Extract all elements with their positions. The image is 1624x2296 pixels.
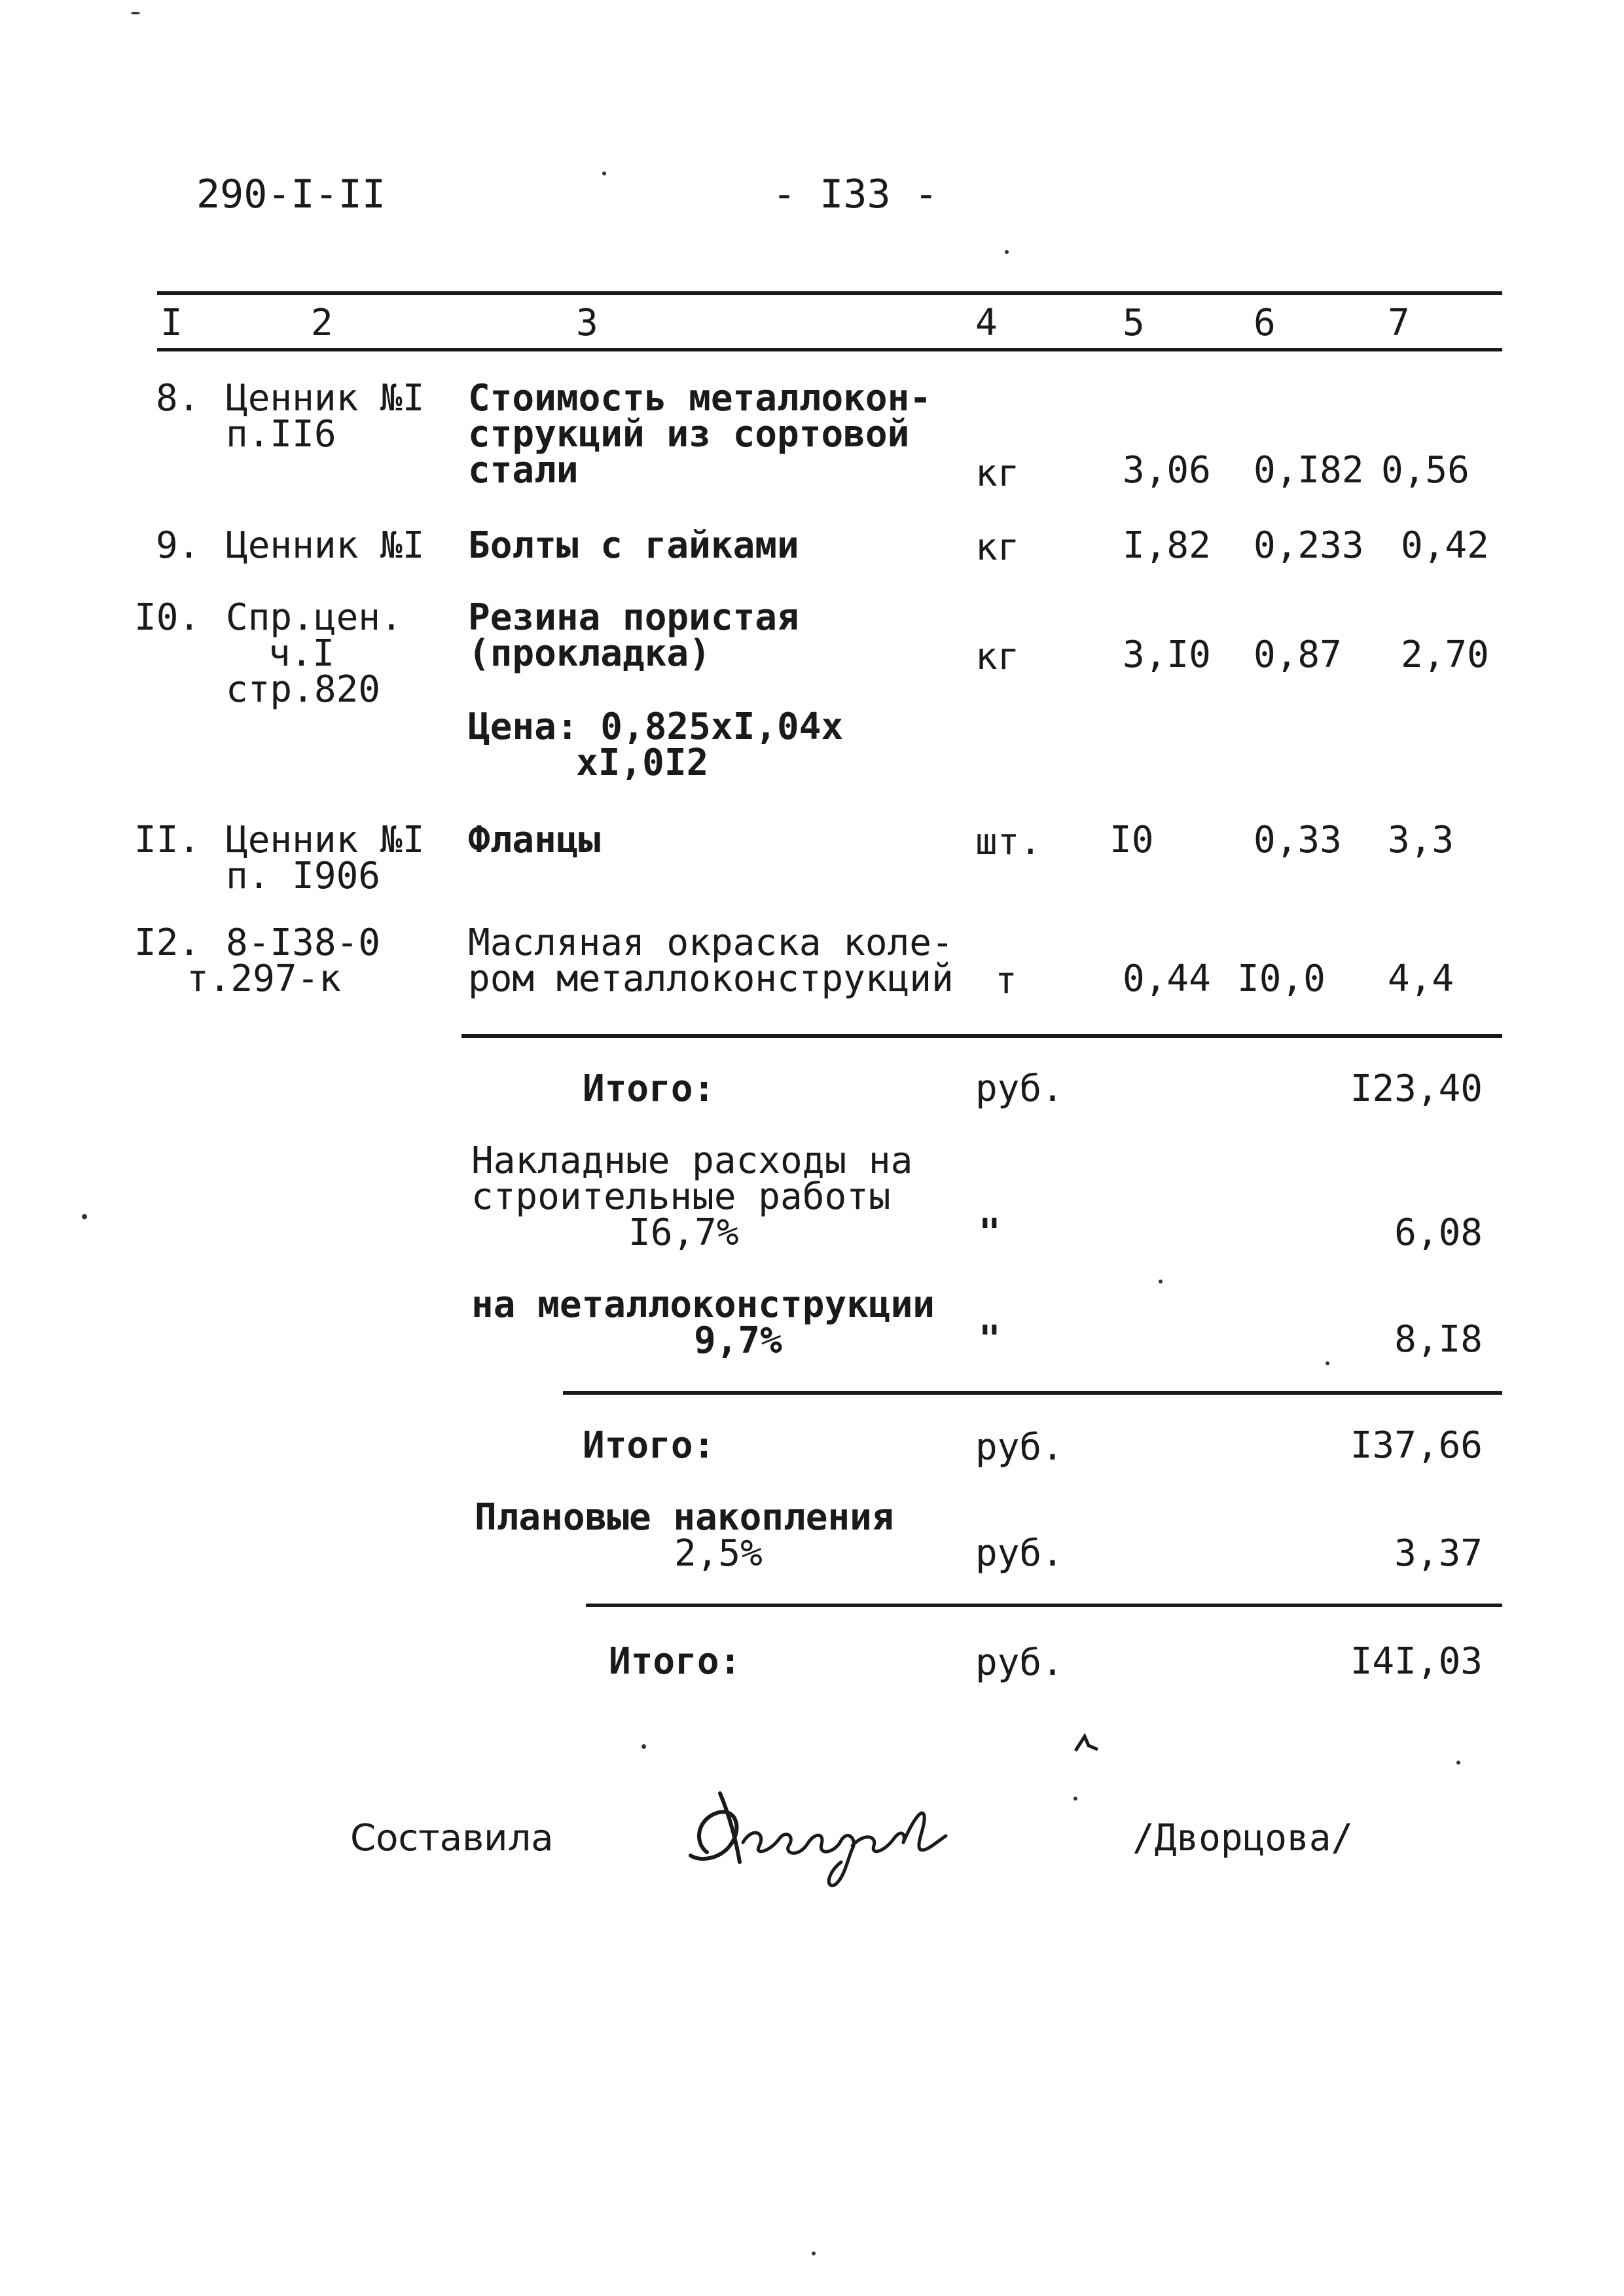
row-total: 2,70 <box>1401 634 1489 676</box>
row-unit: т <box>995 960 1017 1002</box>
subtotal-unit: руб. <box>975 1067 1064 1110</box>
row-source: стр.820 <box>226 668 381 711</box>
row-quantity: 3,I0 <box>1123 634 1211 676</box>
handwritten-signature <box>681 1780 962 1898</box>
overhead-percent: I6,7% <box>628 1211 739 1254</box>
row-unit: кг <box>975 636 1020 678</box>
row-description: стали <box>468 449 579 492</box>
row-description: ром металлоконструкций <box>468 958 954 1000</box>
page-number: - I33 - <box>772 171 938 217</box>
overhead-value: 6,08 <box>1394 1211 1483 1254</box>
column-number: 4 <box>975 302 998 344</box>
planned-savings-unit: руб. <box>975 1532 1064 1575</box>
total-rule <box>586 1604 1502 1607</box>
row-number: II. <box>134 819 201 861</box>
column-number: 3 <box>576 302 598 344</box>
table-top-rule <box>157 291 1502 295</box>
scan-mark <box>1070 1731 1103 1761</box>
overhead-metal-label: на металлоконструкции <box>471 1283 935 1326</box>
overhead-metal-value: 8,I8 <box>1394 1318 1483 1361</box>
row-total: 0,56 <box>1381 449 1470 492</box>
row-price: I0,0 <box>1237 958 1326 1000</box>
row-price: 0,I82 <box>1254 449 1364 492</box>
total-label: Итого: <box>609 1640 742 1683</box>
row-description: Болты с гайками <box>468 524 799 567</box>
total-value: I4I,03 <box>1350 1640 1483 1683</box>
row-number: 8. <box>156 377 200 420</box>
subtotal-value: I37,66 <box>1350 1424 1483 1467</box>
row-source: Спр.цен. <box>226 596 403 639</box>
planned-savings-percent: 2,5% <box>674 1532 763 1575</box>
overhead-metal-unit: " <box>979 1318 1001 1361</box>
row-quantity: 0,44 <box>1123 958 1211 1000</box>
column-number: 5 <box>1123 302 1145 344</box>
scan-speck <box>1005 250 1009 254</box>
scan-speck <box>1159 1280 1163 1283</box>
scan-speck <box>812 2251 816 2255</box>
row-price: 0,233 <box>1254 524 1364 567</box>
row-unit: шт. <box>975 821 1042 863</box>
row-quantity: 3,06 <box>1123 449 1211 492</box>
row-description: струкций из сортовой <box>468 413 910 456</box>
subtotal2-rule <box>563 1391 1502 1395</box>
row-unit: кг <box>975 452 1020 495</box>
scan-speck <box>641 1744 646 1749</box>
row-number: I2. <box>134 922 201 964</box>
column-number: 6 <box>1254 302 1276 344</box>
row-quantity: I,82 <box>1123 524 1211 567</box>
row-price: 0,33 <box>1254 819 1342 861</box>
row-number: I0. <box>134 596 201 639</box>
subtotal-rule <box>461 1034 1502 1038</box>
overhead-metal-percent: 9,7% <box>694 1319 782 1362</box>
row-description: Фланцы <box>468 819 601 861</box>
column-number: I <box>160 302 183 344</box>
row-source: т.297-к <box>187 958 342 1000</box>
row-source: Ценник №I <box>226 524 425 567</box>
row-unit: кг <box>975 526 1020 569</box>
price-calculation-note: Цена: 0,825xI,04x <box>468 706 844 748</box>
scan-speck <box>1456 1761 1460 1765</box>
planned-savings-value: 3,37 <box>1394 1532 1483 1575</box>
row-description: Масляная окраска коле- <box>468 922 954 964</box>
row-source: ч.I <box>268 632 335 675</box>
row-number: 9. <box>156 524 200 567</box>
scan-speck <box>1326 1361 1329 1365</box>
column-number: 2 <box>311 302 333 344</box>
subtotal-unit: руб. <box>975 1426 1064 1469</box>
planned-savings-label: Плановые накопления <box>475 1496 894 1539</box>
scan-speck <box>1074 1797 1077 1801</box>
document-code: 290-I-II <box>196 171 386 217</box>
overhead-unit: " <box>979 1211 1001 1254</box>
row-description: Резина пористая <box>468 596 799 639</box>
column-number: 7 <box>1388 302 1410 344</box>
scan-speck <box>602 171 606 175</box>
row-description: (прокладка) <box>468 632 711 675</box>
subtotal-label: Итого: <box>583 1067 715 1110</box>
total-unit: руб. <box>975 1641 1064 1684</box>
overhead-label: Накладные расходы на <box>471 1139 913 1182</box>
signer-name: /Дворцова/ <box>1132 1817 1354 1859</box>
row-price: 0,87 <box>1254 634 1342 676</box>
row-total: 0,42 <box>1401 524 1489 567</box>
row-source: п. I906 <box>226 855 381 897</box>
subtotal-value: I23,40 <box>1350 1067 1483 1110</box>
row-description: Стоимость металлокон- <box>468 377 932 420</box>
row-source: Ценник №I <box>226 819 425 861</box>
row-source: Ценник №I <box>226 377 425 420</box>
row-total: 4,4 <box>1388 958 1454 1000</box>
subtotal-label: Итого: <box>583 1424 715 1467</box>
scan-speck <box>131 12 140 14</box>
row-total: 3,3 <box>1388 819 1454 861</box>
compiled-by-label: Составила <box>350 1817 554 1859</box>
table-header-rule <box>157 348 1502 351</box>
price-calculation-note: xI,0I2 <box>576 742 709 784</box>
overhead-label: строительные работы <box>471 1175 891 1218</box>
scan-speck <box>82 1214 87 1219</box>
row-source: п.II6 <box>226 413 336 456</box>
row-source: 8-I38-0 <box>226 922 381 964</box>
row-quantity: I0 <box>1110 819 1154 861</box>
